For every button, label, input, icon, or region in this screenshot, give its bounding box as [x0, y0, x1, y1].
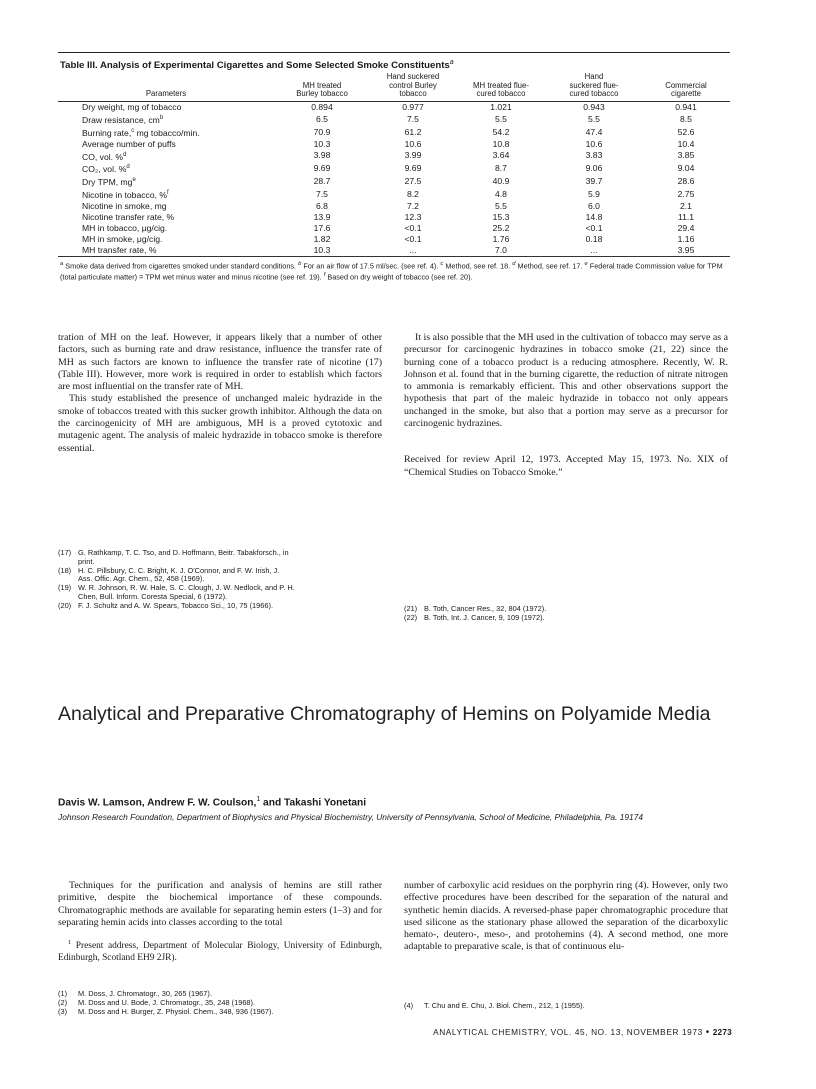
- prev-article-left-column: [58, 332, 382, 455]
- footnote-mark: d: [512, 260, 516, 267]
- table-row: [58, 113, 730, 126]
- table-cell: 0.894: [311, 101, 333, 112]
- footnote-mark: e: [132, 177, 136, 184]
- footnote-mark: f: [167, 189, 169, 196]
- reference-text: B. Toth, Cancer Res., 32, 804 (1972).: [424, 604, 547, 613]
- footnote-text: Federal trade Commission value for TPM (total particulate matter) = TPM wet minus water and minus nicotine (see ref. 19).: [60, 260, 723, 281]
- parameter-label: Burning rate,: [82, 127, 132, 138]
- reference-number: (2): [58, 997, 68, 1007]
- reference-item-cont: Chen, Bull. Inform. Coresta Special, 6 (1972).: [78, 591, 228, 601]
- table-cell: 7.2: [407, 200, 419, 211]
- table-cell: 1.82: [313, 233, 331, 244]
- footnote-mark: d: [123, 151, 127, 158]
- reference-number: (3): [58, 1006, 68, 1016]
- reference-text: G. Rathkamp, T. C. Tso, and D. Hoffmann, Beitr. Tabakforsch., in: [78, 548, 289, 557]
- table-cell: 39.7: [585, 176, 603, 187]
- article-authors: Davis W. Lamson, Andrew F. W. Coulson,$^1$ and Takashi Yonetani: [58, 796, 367, 809]
- table-cell: ...: [590, 244, 598, 255]
- footnote-mark: f: [323, 271, 326, 278]
- parameter-cell: [58, 245, 274, 256]
- parameter-label: Nicotine in tobacco, %: [82, 189, 168, 200]
- article-references-left: [58, 990, 382, 1016]
- table-title-text: Table III. Analysis of Experimental Cigarettes and Some Selected Smoke Constituents: [60, 60, 450, 72]
- table-cell: 7.5: [407, 113, 419, 124]
- parameter-label: CO₂, vol. %: [82, 164, 127, 175]
- table-cell: 6.0: [588, 200, 600, 211]
- table-cell: 9.69: [313, 163, 331, 174]
- reference-text: W. R. Johnson, R. W. Hale, S. C. Clough, J. W. Nedlock, and P. H.: [78, 583, 295, 593]
- reference-item: [404, 614, 728, 623]
- parameter-label: Average number of puffs: [82, 138, 176, 149]
- table-cell: 61.2: [404, 126, 422, 137]
- table-cell: 5.5: [588, 113, 600, 124]
- table-cell: 2.75: [677, 188, 695, 199]
- page-footer: [360, 1027, 732, 1038]
- table-cell: 6.5: [316, 113, 328, 124]
- data-table: [58, 73, 730, 256]
- parameter-label: Dry weight, mg of tobacco: [82, 101, 182, 112]
- article-paragraph: number of carboxylic acid residues on the porphyrin ring (4). However, only two effective procedures have been described for the separation of the natural and synthetic hemin diacids. A reversed-phase paper chromatographic procedure that used silicone as the stationary phase allowed the separation of the dicarboxylic hemato-, deutero-, meso-, and protohemins (4). A second method, one more adaptable to preparative scale, is that of continuous elu-: [404, 880, 728, 953]
- article-affiliation: Johnson Research Foundation, Department of Biophysics and Physical Biochemistry, University of Pennsylvania, School of Medicine, Philadelphia, Pa. 19174: [58, 812, 644, 822]
- parameter-cell: [58, 223, 274, 234]
- parameter-cell: [58, 175, 274, 188]
- table-cell: 5.5: [495, 200, 507, 211]
- footnote-text: Smoke data derived from cigarettes smoked under standard conditions.: [63, 260, 299, 270]
- table-title: [60, 59, 730, 71]
- table-cell: 10.6: [404, 138, 422, 149]
- table-row: [58, 212, 730, 223]
- table-cell: 10.3: [313, 138, 331, 149]
- table-cell: 9.04: [677, 163, 695, 174]
- table-cell: 2.1: [680, 200, 692, 211]
- table-cell: 7.0: [495, 244, 507, 255]
- footnote-mark: d: [126, 164, 130, 171]
- parameter-cell: [58, 101, 274, 112]
- reference-number: (18): [58, 565, 72, 575]
- table-cell: 47.4: [585, 126, 603, 137]
- table-cell: 13.9: [313, 211, 331, 222]
- table-footnotes: [58, 260, 730, 282]
- table-cell: 15.3: [492, 211, 510, 222]
- table-cell: 9.69: [404, 163, 422, 174]
- parameter-label: CO, vol. %: [82, 151, 124, 162]
- table-cell: 5.5: [495, 113, 507, 124]
- table-cell: 1.76: [492, 233, 510, 244]
- table-row: [58, 126, 730, 139]
- table-cell: <0.1: [585, 222, 603, 233]
- parameter-cell: [58, 188, 274, 201]
- reference-item: [404, 1002, 728, 1011]
- reference-item: [58, 1008, 382, 1017]
- footnote-mark: e: [584, 260, 588, 267]
- table-cell: 52.6: [677, 126, 695, 137]
- footnote-text: Method, see ref. 17.: [515, 260, 585, 270]
- table-cell: 28.6: [677, 176, 695, 187]
- table-cell: 3.83: [585, 150, 603, 161]
- table-cell: 29.4: [677, 222, 695, 233]
- reference-item: [58, 549, 382, 558]
- reference-item-cont: Ass. Offic. Agr. Chem., 52, 458 (1969).: [78, 574, 205, 584]
- parameter-label: Draw resistance, cm: [82, 114, 160, 125]
- article-paragraph: Techniques for the purification and analysis of hemins are still rather primitive, despite the biochemical importance of these compounds. Chromatographic methods are available for separating hemin esters (1–3) and for separating hemin acids into classes according to the total: [58, 880, 382, 928]
- table-cell: 4.8: [495, 188, 507, 199]
- parameter-label: Dry TPM, mg: [82, 176, 133, 187]
- prev-article-paragraph: This study established the presence of unchanged maleic hydrazide in the smoke of tobaccos treated with this sucker growth inhibitor. Although the data on the carcinogenicity of MH are ambiguous, MH is a proved cytotoxic and mutagenic agent. The analysis of maleic hydrazide in tobacco smoke is therefore essential.: [58, 393, 382, 454]
- reference-number: (21): [404, 604, 418, 613]
- table-cell: 3.85: [677, 150, 695, 161]
- table-cell: 5.9: [588, 188, 600, 199]
- reference-number: (22): [404, 612, 418, 622]
- article-title: Analytical and Preparative Chromatography of Hemins on Polyamide Media: [58, 703, 711, 725]
- reference-text: M. Doss and H. Burger, Z. Physiol. Chem., 348, 936 (1967).: [78, 1006, 274, 1016]
- reference-item: [58, 602, 382, 611]
- footnote-text: For an air flow of 17.5 ml/sec. (see ref. 4).: [301, 260, 441, 270]
- author-footnote: $^1$ Present address, Department of Molecular Biology, University of Edinburgh, Edinburgh, Scotland EH9 2JR).: [58, 939, 382, 963]
- table-cell: 14.8: [585, 211, 603, 222]
- reference-number: (19): [58, 583, 72, 593]
- table-cell: 0.941: [675, 101, 697, 112]
- table-cell: 9.06: [585, 163, 603, 174]
- reference-number: (4): [404, 1001, 414, 1010]
- parameter-cell: [58, 150, 274, 163]
- column-header-suckered-flue-cured: Hand suckered flue- cured tobacco: [569, 72, 619, 99]
- table-cell: 8.5: [680, 113, 692, 124]
- table-cell: 10.6: [585, 138, 603, 149]
- table-cell: 27.5: [404, 176, 422, 187]
- parameter-cell: [58, 139, 274, 150]
- reference-text: H. C. Pillsbury, C. C. Bright, K. J. O'Connor, and F. W. Irish, J.: [78, 565, 280, 575]
- reference-text: M. Doss and U. Bode, J. Chromatogr., 35, 248 (1968).: [78, 997, 256, 1007]
- footnote-mark: b: [298, 260, 302, 267]
- footnote-mark: a: [60, 260, 64, 267]
- table-row: [58, 234, 730, 245]
- table-section: [58, 52, 730, 282]
- prev-article-references-left: [58, 549, 382, 611]
- received-note: Received for review April 12, 1973. Accepted May 15, 1973. No. XIX of “Chemical Studies on Tobacco Smoke.”: [404, 454, 728, 478]
- column-header-mh-burley: MH treated Burley tobacco: [296, 80, 348, 99]
- footnote-text: Based on dry weight of tobacco (see ref. 20).: [325, 271, 473, 281]
- table-cell: 1.16: [677, 233, 695, 244]
- parameter-cell: [58, 201, 274, 212]
- table-cell: 12.3: [404, 211, 422, 222]
- prev-article-references-right: [404, 605, 728, 623]
- parameter-label: Nicotine in smoke, mg: [82, 200, 167, 211]
- parameter-cell: [58, 212, 274, 223]
- table-row: [58, 223, 730, 234]
- table-cell: 0.943: [583, 101, 605, 112]
- table-row: [58, 201, 730, 212]
- table-row: [58, 139, 730, 150]
- column-header-mh-flue-cured: MH treated flue- cured tobacco: [473, 80, 529, 99]
- parameter-cell: [58, 126, 274, 139]
- reference-text: F. J. Schultz and A. W. Spears, Tobacco Sci., 10, 75 (1966).: [78, 600, 273, 610]
- table-row: [58, 150, 730, 163]
- reference-text: T. Chu and E. Chu, J. Biol. Chem., 212, 1 (1955).: [424, 1001, 585, 1010]
- parameter-cell: [58, 113, 274, 126]
- parameter-label: Nicotine transfer rate, %: [82, 211, 175, 222]
- table-body: [58, 101, 730, 256]
- reference-number: (1): [58, 989, 68, 998]
- table-title-footnote-mark: a: [449, 59, 454, 66]
- table-cell: 3.64: [492, 150, 510, 161]
- column-header-commercial: Commercial cigarette: [665, 80, 707, 99]
- table-cell: 17.6: [313, 222, 331, 233]
- table-row: [58, 245, 730, 256]
- reference-number: (17): [58, 548, 72, 557]
- footnote-mark: b: [159, 114, 164, 121]
- prev-article-right-column: [404, 332, 728, 479]
- table-cell: ...: [409, 244, 417, 255]
- page-number: 2273: [712, 1027, 732, 1037]
- reference-text: M. Doss, J. Chromatogr., 30, 265 (1967).: [78, 989, 212, 998]
- column-header-control-burley: Hand suckered control Burley tobacco: [386, 72, 440, 99]
- table-header-row: [58, 73, 730, 101]
- table-cell: 1.021: [490, 101, 512, 112]
- footnote-text: Method, see ref. 18.: [443, 260, 513, 270]
- parameter-label: MH in smoke, μg/cig.: [82, 233, 163, 244]
- table-row: [58, 188, 730, 201]
- table-row: [58, 101, 730, 112]
- parameter-label-cont: mg tobacco/min.: [134, 127, 200, 138]
- reference-item-cont: print.: [78, 556, 95, 566]
- parameter-label: MH transfer rate, %: [82, 244, 157, 255]
- table-cell: 3.95: [677, 244, 695, 255]
- article-left-column: [58, 880, 382, 964]
- article-references-right: [404, 1002, 728, 1011]
- table-cell: <0.1: [404, 222, 422, 233]
- reference-number: (20): [58, 600, 72, 610]
- footnote-mark: c: [440, 260, 444, 267]
- prev-article-paragraph: tration of MH on the leaf. However, it appears likely that a number of other factors, such as burning rate and draw resistance, influence the transfer rate of MH as such factors are known to influence the transfer rate of nicotine (17) (Table III). However, more work is required in order to establish which factors are most influential on the transfer rate of MH.: [58, 332, 382, 393]
- journal-citation: ANALYTICAL CHEMISTRY, VOL. 45, NO. 13, NOVEMBER 1973: [433, 1027, 703, 1037]
- parameter-label: MH in tobacco, μg/cig.: [82, 222, 168, 233]
- reference-text: B. Toth, Int. J. Cancer, 9, 109 (1972).: [424, 612, 545, 622]
- table-cell: 10.3: [313, 244, 331, 255]
- table-cell: 10.4: [677, 138, 695, 149]
- table-cell: 8.2: [407, 188, 419, 199]
- table-cell: 3.99: [404, 150, 422, 161]
- article-right-column: [404, 880, 728, 954]
- table-cell: 70.9: [313, 126, 331, 137]
- column-header-parameters: Parameters: [145, 89, 187, 99]
- table-row: [58, 175, 730, 188]
- table-cell: 40.9: [492, 176, 510, 187]
- table-cell: 11.1: [677, 211, 695, 222]
- footer-bullet: •: [705, 1027, 710, 1038]
- prev-article-paragraph: It is also possible that the MH used in the cultivation of tobacco may serve as a precursor for carcinogenic hydrazines in tobacco smoke (21, 22) since the burning cone of a tobacco product is a reducing atmosphere. Recently, W. R. Johnson et al. found that in the burning cigarette, the reduction of nitrate nitrogen to ammonia is remarkably efficient. This and other observations support the hypothesis that part of the maleic hydrazide in tobacco not only appears unchanged in the smoke, but also that a portion may serve as a precursor for carcinogenic hydrazines.: [404, 332, 728, 430]
- table-cell: 0.18: [585, 233, 603, 244]
- table-cell: 10.8: [492, 138, 510, 149]
- table-cell: <0.1: [404, 233, 422, 244]
- parameter-cell: [58, 234, 274, 245]
- footnote-mark: c: [131, 127, 135, 134]
- table-cell: 6.8: [316, 200, 328, 211]
- parameter-cell: [58, 162, 274, 175]
- table-cell: 25.2: [492, 222, 510, 233]
- table-cell: 28.7: [313, 176, 331, 187]
- table-cell: 54.2: [492, 126, 510, 137]
- table-cell: 7.5: [316, 188, 328, 199]
- table-top-rule: [58, 52, 730, 53]
- table-cell: 8.7: [495, 163, 507, 174]
- table-cell: 3.98: [313, 150, 331, 161]
- table-cell: 0.977: [402, 101, 424, 112]
- table-row: [58, 162, 730, 175]
